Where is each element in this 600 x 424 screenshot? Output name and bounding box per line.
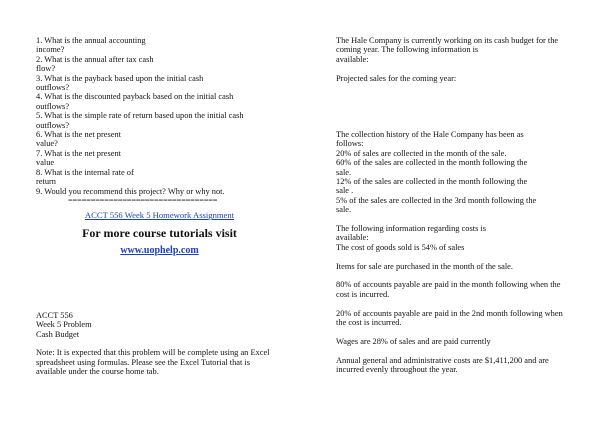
intro-line: available: [336,54,369,64]
intro-paragraph [336,36,568,64]
course-info [36,311,271,339]
note-line: Note: It is expected that this problem will be complete using an Excel [36,348,270,358]
collection-history [336,130,568,215]
costs-line: The cost of goods sold is 54% of sales [336,242,465,252]
course-line: Cash Budget [36,329,80,339]
collection-line: 20% of sales are collected in the month of the sale. [336,148,507,158]
question-line: 8. What is the internal rate of [36,167,134,177]
note-paragraph [36,348,271,376]
course-line: Week 5 Problem [36,320,92,330]
question-line: value [36,158,55,168]
right-column [336,36,568,374]
payables-line: the cost is incurred. [336,318,402,328]
admin-paragraph [336,356,568,375]
payables-line: cost is incurred. [336,289,390,299]
question-line: return [36,177,56,187]
wages-line: Wages are 28% of sales and are paid currently [336,336,491,346]
left-column [36,36,271,377]
question-line: 1. What is the annual accounting [36,36,146,45]
question-line: flow? [36,64,56,74]
collection-line: The collection history of the Hale Company has been as [336,130,524,140]
costs-paragraph [336,224,568,252]
website-link[interactable]: www.uophelp.com [120,244,199,256]
admin-line: incurred evenly throughout the year. [336,365,458,375]
intro-line: coming year. The following information is [336,45,479,55]
costs-line: available: [336,233,369,243]
assignment-link[interactable]: ACCT 556 Week 5 Homework Assignment [84,210,235,221]
collection-line: sale. [336,205,352,215]
question-line: income? [36,45,65,55]
collection-line: 60% of the sales are collected in the month following the [336,158,528,168]
payables-line: 20% of accounts payable are paid in the 2nd month following when [336,308,563,318]
question-line: 6. What is the net present [36,130,121,140]
note-line: available under the course home tab. [36,367,159,377]
question-line: value? [36,139,58,149]
collection-line: 12% of the sales are collected in the month following the [336,177,528,187]
question-line: 2. What is the annual after tax cash [36,54,154,64]
question-line: 9. Would you recommend this project? Why or why not. [36,186,225,196]
course-line: ACCT 556 [36,310,73,320]
question-list [36,36,271,196]
collection-line: sale. [336,167,352,177]
promo-heading: For more course tutorials visit [82,225,237,240]
payables-20-paragraph [336,309,568,328]
intro-line: The Hale Company is currently working on its cash budget for the [336,36,559,45]
purchases-line: Items for sale are purchased in the month of the sale. [336,261,513,271]
admin-line: Annual general and administrative costs are $1,411,200 and are [336,355,549,365]
question-line: 4. What is the discounted payback based on the initial cash [36,92,234,102]
question-line: 7. What is the net present [36,148,121,158]
question-line: outflows? [36,120,70,130]
projected-sales-label: Projected sales for the coming year: [336,73,457,83]
question-line: 3. What is the payback based upon the initial cash [36,73,204,83]
payables-line: 80% of accounts payable are paid in the month following when the [336,280,561,290]
question-line: outflows? [36,83,70,93]
separator-line: ================================= [68,195,218,205]
collection-line: follows: [336,139,364,149]
question-line: 5. What is the simple rate of return based upon the initial cash [36,111,244,121]
collection-line: 5% of the sales are collected in the 3rd month following the [336,195,537,205]
note-line: spreadsheet using formulas. Please see the Excel Tutorial that is [36,357,250,367]
collection-line: sale . [336,186,354,196]
payables-80-paragraph [336,280,568,299]
question-line: outflows? [36,101,70,111]
costs-line: The following information regarding costs is [336,224,487,234]
